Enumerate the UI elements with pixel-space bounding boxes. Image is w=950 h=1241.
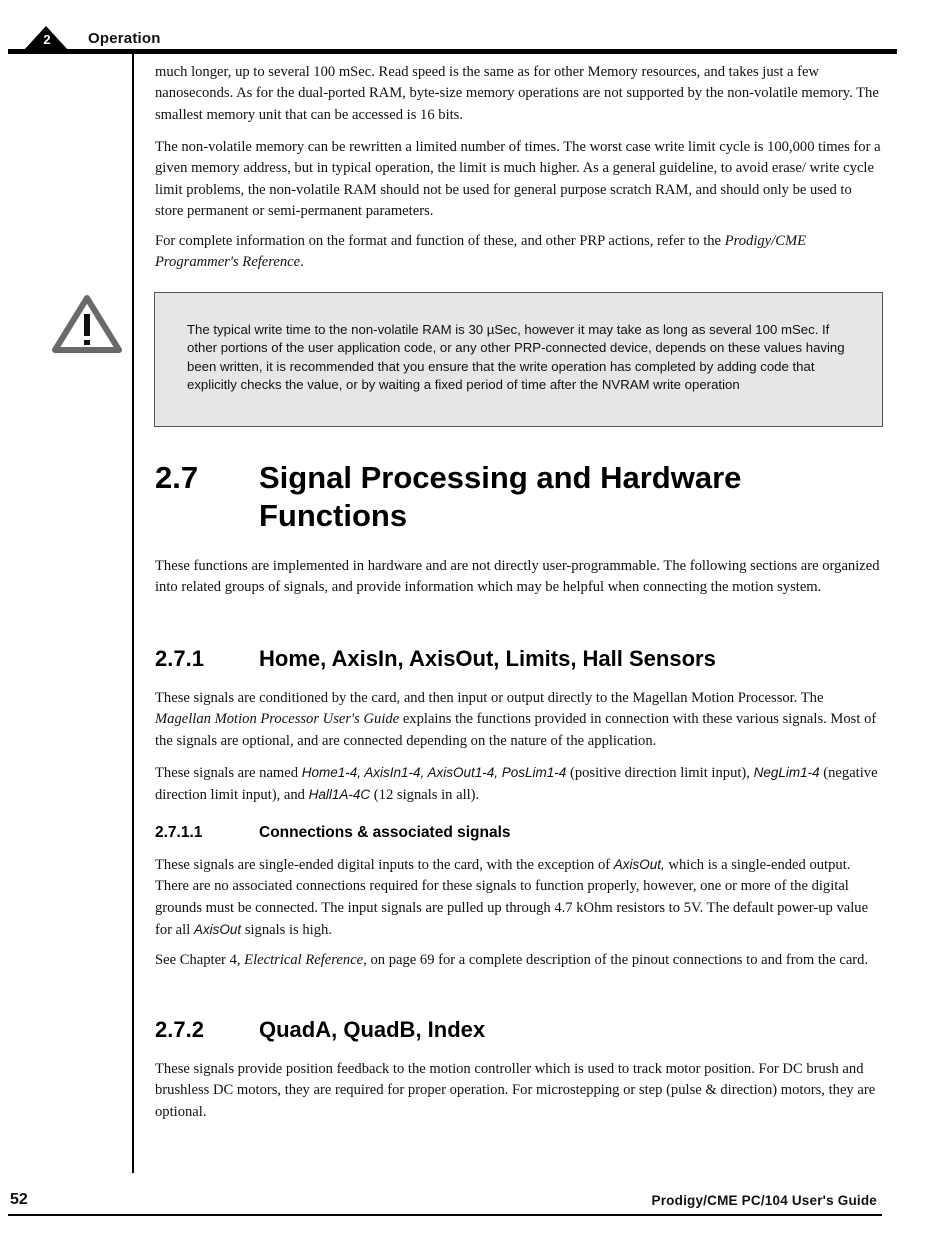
paragraph-2-7-1-1-a: These signals are single-ended digital inputs to the card, with the exception of AxisOut, which is a single-ended output. There are no associated connections required for these signals to function properly, however, one or more of the digital grounds must be connected. The input signals are pulled up through 4.7 kOhm resistors to 5V. The default power-up value for all AxisOut signals is high.	[155, 857, 869, 939]
page-number: 52	[10, 1191, 28, 1208]
section-title-2-7-1: Home, AxisIn, AxisOut, Limits, Hall Sensors	[259, 646, 716, 671]
warning-triangle-icon	[51, 294, 123, 356]
paragraph-2-7-1-b: These signals are named Home1-4, AxisIn1-4, AxisOut1-4, PosLim1-4 (positive direction limit input), NegLim1-4 (negative direction limit input), and Hall1A-4C (12 signals in all).	[155, 765, 878, 804]
guide-title: Magellan Motion Processor User's Guide	[155, 711, 400, 728]
footer-guide-title: Prodigy/CME PC/104 User's Guide	[651, 1193, 877, 1208]
paragraph-2-7-1-1-b: See Chapter 4, Electrical Reference, on page 69 for a complete description of the pinout connections to and from the card.	[155, 952, 869, 968]
paragraph-write-limit: The non-volatile memory can be rewritten a limited number of times. The worst case write limit cycle is 100,000 times for a given memory address, but in typical operation, the limit is much higher. As a general guideline, to avoid erase/ write cycle limit problems, the non-volatile RAM should not be used for general purpose scratch RAM, and should only be used to store permanent or semi-permanent parameters.	[155, 139, 881, 220]
chapter-number: 2	[43, 32, 51, 47]
reference-title: Prodigy/CME Programmer's Reference	[155, 233, 807, 271]
section-number-2-7-2: 2.7.2	[155, 1017, 204, 1042]
signal-neglim: NegLim1-4	[753, 765, 820, 780]
header-rule	[8, 49, 897, 54]
footer-rule	[8, 1214, 882, 1216]
section-title-2-7: Signal Processing and Hardware Functions	[259, 460, 742, 533]
signal-hall: Hall1A-4C	[308, 787, 371, 803]
margin-rule	[132, 54, 134, 1173]
paragraph-memory-speed: much longer, up to several 100 mSec. Read speed is the same as for other Memory resources, and takes just a few nanoseconds. As for the dual-ported RAM, byte-size memory operations are not supported by the non-volatile memory. The smallest memory unit that can be accessed is 16 bits.	[155, 64, 879, 123]
paragraph-2-7-2: These signals provide position feedback to the motion controller which is used to track motor position. For DC brush and brushless DC motors, they are required for proper operation. For microstepping or step (pulse & direction) motors, they are optional.	[155, 1061, 876, 1120]
signal-axisout-default: AxisOut	[193, 922, 242, 938]
warning-note-text: The typical write time to the non-volatile RAM is 30 µSec, however it may take as long as several 100 mSec. If other portions of the user application code, or any other PRP-connected device, depends on these values having been written, it is recommended that you ensure that the write operation has completed by adding code that explicitly checks the value, or by waiting a fixed period of time after the NVRAM write operation	[187, 322, 845, 393]
paragraph-2-7-intro: These functions are implemented in hardware and are not directly user-programmable. The following sections are organized into related groups of signals, and provide information which may be helpful when connecting the motion system.	[155, 558, 880, 596]
electrical-reference-title: Electrical Reference	[244, 952, 364, 968]
section-number-2-7-1: 2.7.1	[155, 646, 204, 671]
paragraph-reference: For complete information on the format and function of these, and other PRP actions, refer to the Prodigy/CME Programmer's Reference.	[155, 233, 807, 271]
section-title-2-7-2: QuadA, QuadB, Index	[259, 1017, 486, 1042]
signal-names: Home1-4, AxisIn1-4, AxisOut1-4, PosLim1-4	[301, 765, 567, 780]
warning-note-box	[154, 292, 883, 427]
chapter-title: Operation	[88, 30, 161, 47]
paragraph-2-7-1-a: These signals are conditioned by the card, and then input or output directly to the Magellan Motion Processor. The Magellan Motion Processor User's Guide explains the functions provided in connection with these various signals. Most of the signals are optional, and are connected depending on the nature of the application.	[155, 690, 877, 749]
section-number-2-7-1-1: 2.7.1.1	[155, 824, 203, 841]
section-number-2-7: 2.7	[155, 460, 199, 495]
section-title-2-7-1-1: Connections & associated signals	[259, 824, 511, 841]
signal-axisout: AxisOut,	[613, 857, 665, 872]
